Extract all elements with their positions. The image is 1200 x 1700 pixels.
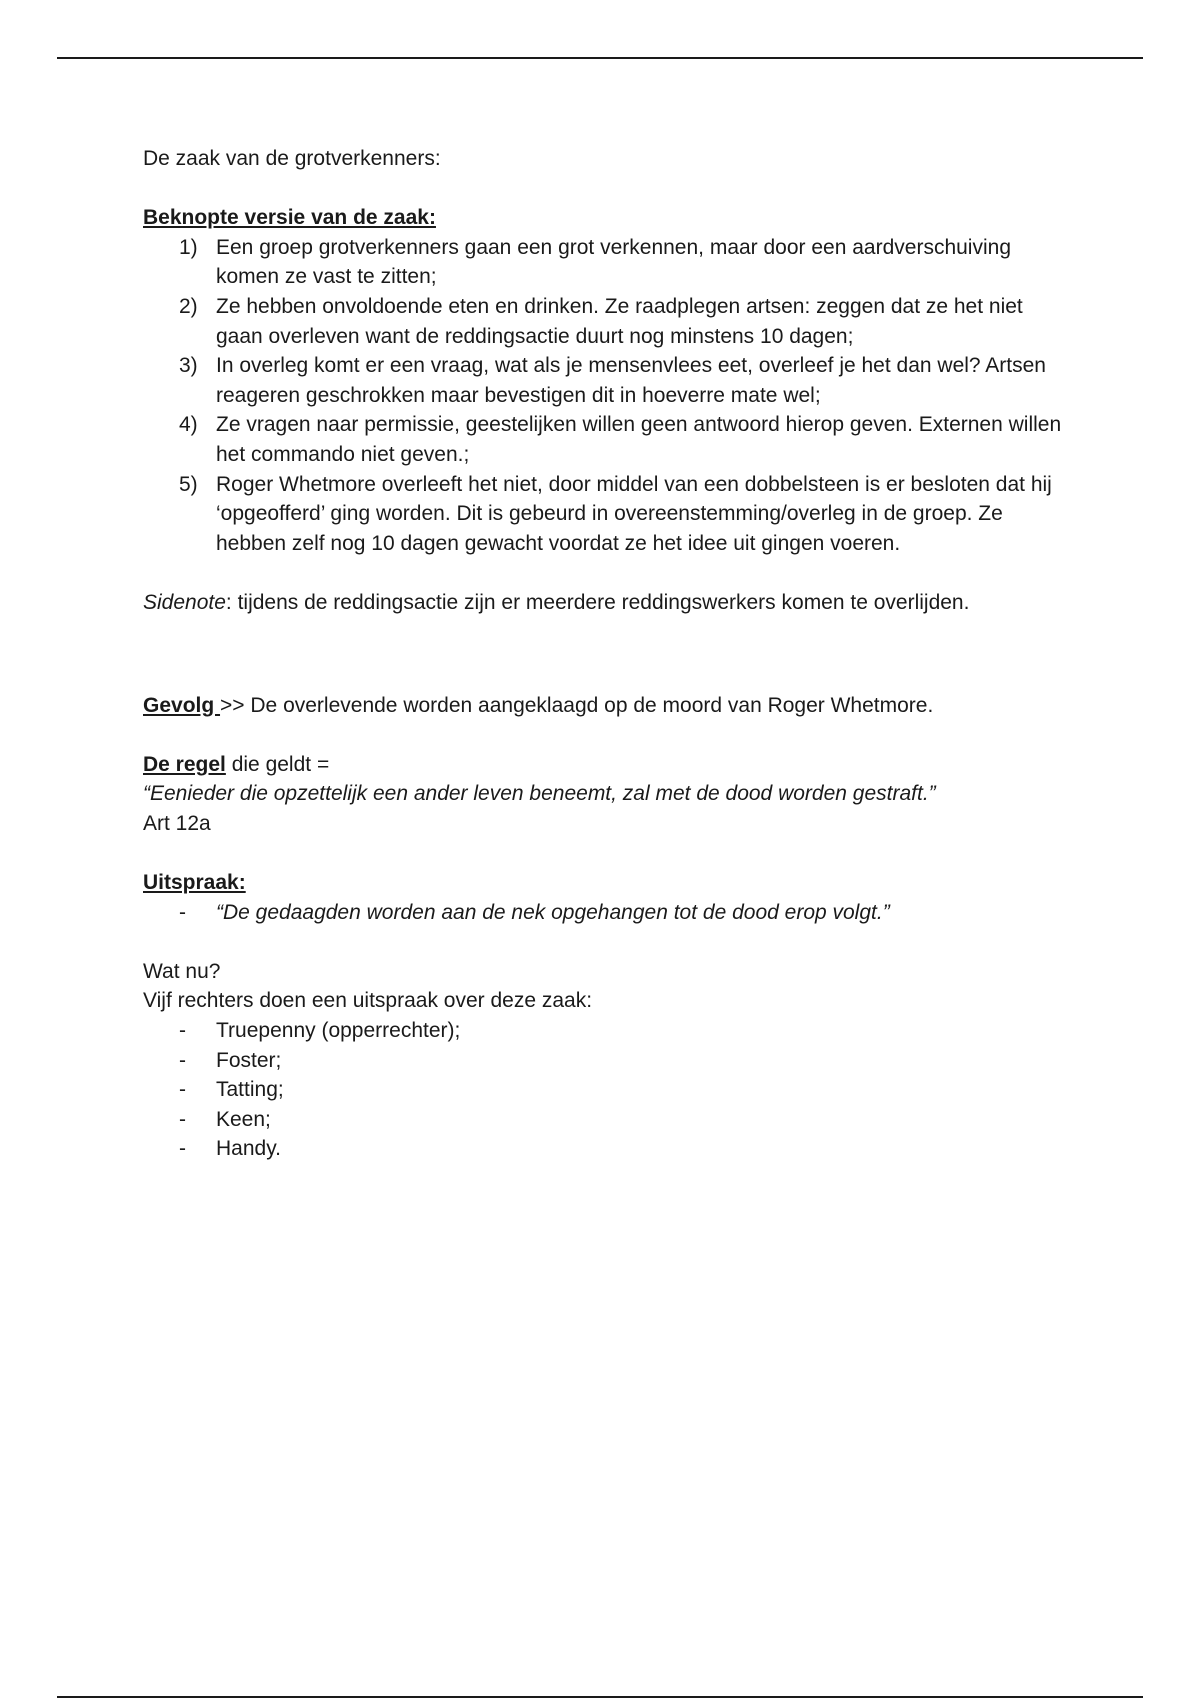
list-item-text: “De gedaagden worden aan de nek opgehangen tot de dood erop volgt.” xyxy=(216,900,890,924)
uitspraak-list xyxy=(143,898,1063,928)
list-item xyxy=(143,1105,1063,1135)
document-title: De zaak van de grotverkenners: xyxy=(143,147,441,170)
regel-label: De regel xyxy=(143,752,226,776)
summary-list xyxy=(143,233,1063,559)
list-item-text: Een groep grotverkenners gaan een grot verkennen, maar door een aardverschuiving komen ze vast te zitten; xyxy=(216,235,1011,289)
list-item xyxy=(143,233,1063,292)
list-item xyxy=(143,1016,1063,1046)
list-marker: 3) xyxy=(179,354,198,378)
sidenote-label: Sidenote xyxy=(143,590,226,614)
header-rule xyxy=(57,57,1143,59)
footer-rule xyxy=(57,1696,1143,1698)
list-item-text: Keen; xyxy=(216,1107,271,1131)
list-marker: - xyxy=(179,1137,186,1161)
regel-suffix: die geldt = xyxy=(225,752,330,776)
list-item-text: Roger Whetmore overleeft het niet, door middel van een dobbelsteen is er besloten dat hij ‘opgeofferd’ ging worden. Dit is gebeurd in overeenstemming/overleg in de groep. Ze hebben zelf nog 10 dagen gewacht voordat ze het idee uit gingen voeren. xyxy=(216,472,1052,555)
list-item xyxy=(143,1075,1063,1105)
list-item-text: Foster; xyxy=(216,1048,282,1072)
list-marker: 2) xyxy=(179,294,198,318)
gevolg-text: >> De overlevende worden aangeklaagd op de moord van Roger Whetmore. xyxy=(220,693,934,717)
sidenote-text: : tijdens de reddingsactie zijn er meerdere reddingswerkers komen te overlijden. xyxy=(225,590,970,614)
list-item xyxy=(143,351,1063,410)
list-item-text: In overleg komt er een vraag, wat als je mensenvlees eet, overleef je het dan wel? Artsen reageren geschrokken maar bevestigen dit in hoeverre mate wel; xyxy=(216,354,1046,407)
list-marker: 1) xyxy=(179,235,198,259)
list-item-text: Truepenny (opperrechter); xyxy=(216,1019,461,1043)
list-item-text: Ze vragen naar permissie, geestelijken willen geen antwoord hierop geven. Externen willen het commando niet geven.; xyxy=(216,413,1062,466)
list-marker: - xyxy=(179,1107,186,1131)
regel-quote: “Eenieder die opzettelijk een ander leven beneemt, zal met de dood worden gestraft.” xyxy=(143,782,936,806)
list-marker: 4) xyxy=(179,413,198,437)
list-marker: - xyxy=(179,1019,186,1043)
list-marker: 5) xyxy=(179,472,198,496)
list-item xyxy=(143,292,1063,351)
list-marker: - xyxy=(179,900,186,924)
sidenote xyxy=(143,588,1063,618)
list-marker: - xyxy=(179,1078,186,1102)
list-item xyxy=(143,1134,1063,1164)
list-item xyxy=(143,410,1063,469)
list-item-text: Ze hebben onvoldoende eten en drinken. Ze raadplegen artsen: zeggen dat ze het niet gaan overleven want de reddingsactie duurt nog minstens 10 dagen; xyxy=(216,294,1023,348)
list-item xyxy=(143,470,1063,559)
uitspraak-heading: Uitspraak: xyxy=(143,871,246,895)
regel-line xyxy=(143,750,1063,780)
list-item-text: Handy. xyxy=(216,1137,281,1161)
list-marker: - xyxy=(179,1048,186,1072)
list-item-text: Tatting; xyxy=(216,1078,284,1102)
regel-article: Art 12a xyxy=(143,811,211,835)
document-body xyxy=(143,144,1063,1164)
judges-intro: Vijf rechters doen een uitspraak over deze zaak: xyxy=(143,989,593,1013)
judges-list xyxy=(143,1016,1063,1164)
summary-heading: Beknopte versie van de zaak: xyxy=(143,206,436,230)
gevolg-label: Gevolg xyxy=(143,693,221,717)
list-item xyxy=(143,1046,1063,1076)
list-item xyxy=(143,898,1063,928)
wat-nu: Wat nu? xyxy=(143,959,221,983)
gevolg-line xyxy=(143,691,1063,721)
